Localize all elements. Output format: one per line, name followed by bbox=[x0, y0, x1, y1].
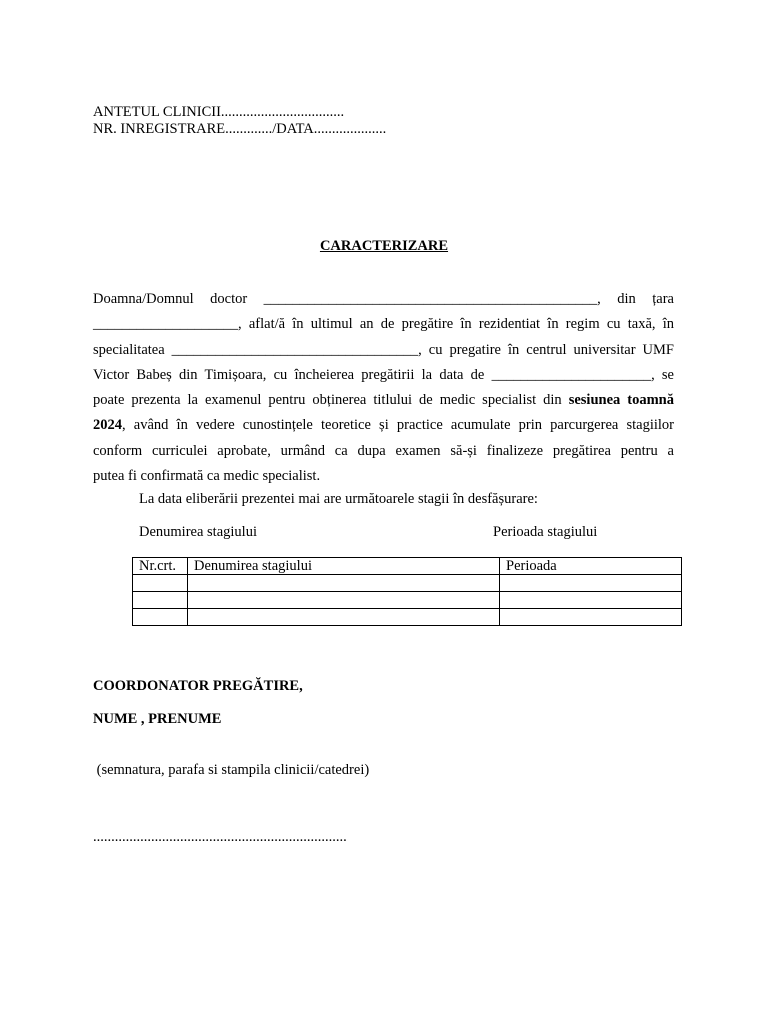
paragraph-line: specialitatea __________________________________, cu pregatire în centrul universitar UMF bbox=[93, 341, 674, 358]
coordinator-label: COORDONATOR PREGĂTIRE, bbox=[93, 678, 303, 694]
paragraph-line: Doamna/Domnul doctor ______________________________________________, din țara bbox=[93, 291, 674, 307]
table-row bbox=[133, 592, 682, 609]
year-bold-text: 2024 bbox=[93, 417, 122, 434]
paragraph-line: ____________________, aflat/ă în ultimul an de pregătire în rezidentiat în regim cu taxă, în bbox=[93, 316, 674, 333]
paragraph-text: poate prezenta la examenul pentru obținerea titlului de medic specialist din bbox=[93, 392, 569, 409]
header-name: Denumirea stagiului bbox=[188, 558, 500, 575]
signature-line: ...................................................................... bbox=[93, 829, 347, 845]
paragraph-line: Victor Babeș din Timișoara, cu încheierea pregătirii la data de ______________________, se bbox=[93, 366, 674, 383]
paragraph-line bbox=[93, 388, 674, 413]
table-cell[interactable] bbox=[133, 592, 188, 609]
clinic-header: ANTETUL CLINICII.................................. bbox=[93, 104, 345, 120]
col-label-name: Denumirea stagiului bbox=[139, 524, 257, 540]
main-paragraph bbox=[93, 287, 674, 489]
paragraph-line: putea fi confirmată ca medic specialist. bbox=[93, 468, 321, 485]
document-title: CARACTERIZARE bbox=[319, 238, 449, 254]
table-row bbox=[133, 609, 682, 626]
header-period: Perioada bbox=[500, 558, 682, 575]
paragraph-line: conform curriculei aprobate, urmând ca dupa examen să-și finalizeze pregătirea pentru a bbox=[93, 442, 674, 459]
paragraph-text: , având în vedere cunostințele teoretice și practice acumulate prin parcurgerea stagiilor bbox=[122, 417, 674, 434]
table-cell[interactable] bbox=[133, 575, 188, 592]
table-cell[interactable] bbox=[500, 609, 682, 626]
table-cell[interactable] bbox=[500, 575, 682, 592]
registration-number: NR. INREGISTRARE............./DATA.................... bbox=[93, 121, 387, 137]
header-nr: Nr.crt. bbox=[133, 558, 188, 575]
col-label-period: Perioada stagiului bbox=[493, 524, 598, 540]
intro-line: La data eliberării prezentei mai are următoarele stagii în desfășurare: bbox=[139, 491, 538, 507]
table-row bbox=[133, 575, 682, 592]
table-cell[interactable] bbox=[188, 592, 500, 609]
table-cell[interactable] bbox=[500, 592, 682, 609]
table-cell[interactable] bbox=[188, 575, 500, 592]
signature-note: (semnatura, parafa si stampila clinicii/catedrei) bbox=[93, 762, 370, 778]
table-cell[interactable] bbox=[133, 609, 188, 626]
rotations-table bbox=[132, 557, 682, 626]
paragraph-line bbox=[93, 413, 674, 438]
name-label: NUME , PRENUME bbox=[93, 711, 222, 727]
session-bold-text: sesiunea toamnă bbox=[568, 392, 674, 409]
table-header-row bbox=[133, 558, 682, 575]
table-cell[interactable] bbox=[188, 609, 500, 626]
